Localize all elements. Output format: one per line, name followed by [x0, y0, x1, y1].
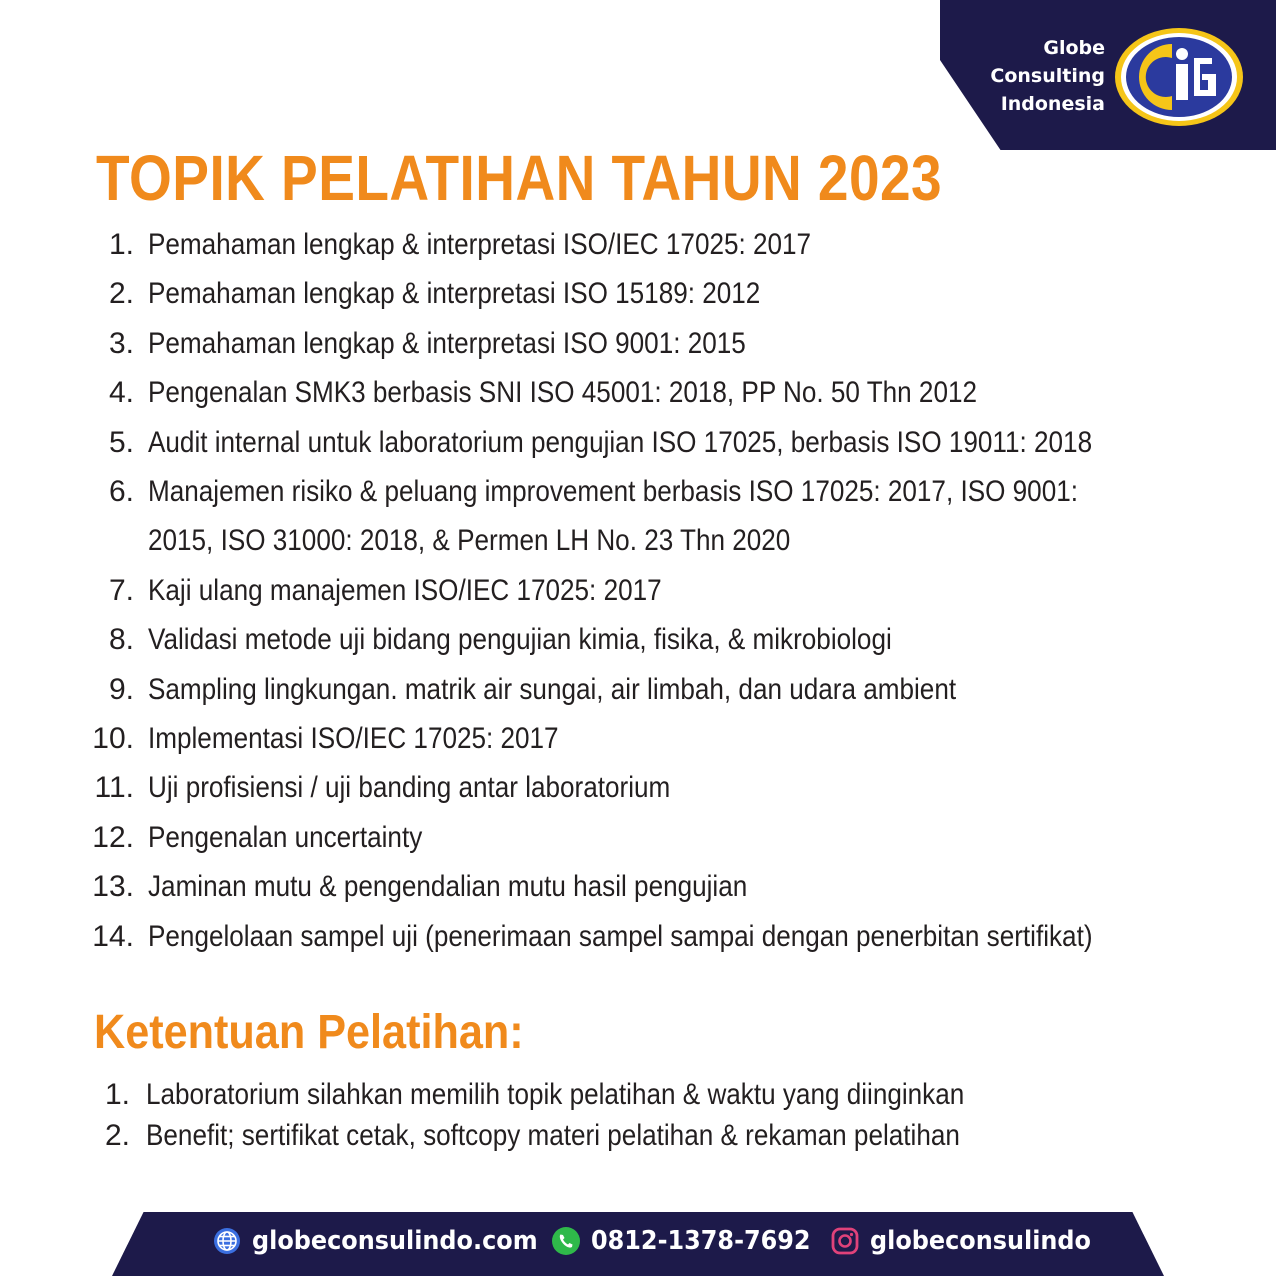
list-item: [90, 1074, 1190, 1115]
item-number: 2.: [104, 1119, 130, 1152]
item-text: Laboratorium silahkan memilih topik pelatihan & waktu yang diinginkan: [146, 1078, 965, 1111]
item-number: 9.: [108, 672, 134, 706]
item-number: 6.: [108, 475, 134, 509]
list-item: [90, 763, 1250, 812]
item-number: 1.: [108, 228, 134, 261]
globe-icon: [212, 1226, 242, 1256]
list-item: [90, 714, 1250, 763]
item-number: 14.: [92, 919, 134, 953]
item-text: Pemahaman lengkap & interpretasi ISO 9001: 2015: [148, 326, 746, 360]
item-number: 3.: [108, 326, 134, 360]
item-number: 2.: [108, 277, 134, 311]
list-item: [90, 467, 1250, 566]
item-number: 5.: [108, 425, 134, 459]
item-text: Benefit; sertifikat cetak, softcopy materi pelatihan & rekaman pelatihan: [146, 1119, 960, 1152]
list-item: [90, 220, 1250, 269]
brand-name: [990, 34, 1105, 118]
item-number: 10.: [92, 722, 134, 756]
list-item: [90, 1115, 1190, 1156]
website-label: globeconsulindo.com: [252, 1226, 538, 1256]
rules-list: [90, 1074, 1190, 1156]
list-item: [90, 566, 1250, 615]
list-item: [90, 665, 1250, 714]
page-title: TOPIK PELATIHAN TAHUN 2023: [96, 142, 943, 214]
item-text: Implementasi ISO/IEC 17025: 2017: [148, 722, 559, 756]
list-item: [90, 615, 1250, 664]
brand-line: Globe: [1043, 37, 1105, 59]
whatsapp-icon: [551, 1226, 581, 1256]
instagram-link[interactable]: [830, 1226, 1110, 1256]
item-text: Audit internal untuk laboratorium pengujian ISO 17025, berbasis ISO 19011: 2018: [148, 425, 1093, 459]
item-number: 11.: [94, 771, 134, 805]
item-text: Pengenalan uncertainty: [148, 820, 423, 854]
item-number: 13.: [92, 870, 134, 904]
section-heading: Ketentuan Pelatihan:: [94, 1006, 524, 1059]
item-text: Uji profisiensi / uji banding antar laboratorium: [148, 771, 671, 805]
item-number: 8.: [108, 623, 134, 657]
website-link[interactable]: [212, 1226, 562, 1256]
item-number: 12.: [92, 820, 134, 854]
item-number: 7.: [108, 573, 134, 607]
list-item: [90, 813, 1250, 862]
company-logo-icon: [1112, 26, 1246, 128]
brand-line: Indonesia: [1000, 93, 1105, 115]
item-text: Pemahaman lengkap & interpretasi ISO/IEC 17025: 2017: [148, 228, 812, 261]
item-text: Pengenalan SMK3 berbasis SNI ISO 45001: 2018, PP No. 50 Thn 2012: [148, 376, 978, 410]
item-text: Pengelolaan sampel uji (penerimaan sampel sampai dengan penerbitan sertifikat): [148, 919, 1093, 953]
topic-list: [90, 220, 1250, 961]
item-text: Validasi metode uji bidang pengujian kimia, fisika, & mikrobiologi: [148, 623, 892, 657]
list-item: [90, 418, 1250, 467]
item-text: Jaminan mutu & pengendalian mutu hasil pengujian: [148, 870, 748, 904]
list-item: [90, 862, 1250, 911]
item-text: Sampling lingkungan. matrik air sungai, air limbah, dan udara ambient: [148, 672, 957, 706]
item-text: Kaji ulang manajemen ISO/IEC 17025: 2017: [148, 573, 662, 607]
list-item: [90, 319, 1250, 368]
list-item: [90, 912, 1250, 961]
brand-line: Consulting: [990, 65, 1105, 87]
list-item: [90, 368, 1250, 417]
phone-label: 0812-1378-7692: [591, 1226, 811, 1256]
phone-link[interactable]: [551, 1226, 830, 1256]
item-number: 1.: [104, 1078, 130, 1111]
instagram-label: globeconsulindo: [870, 1226, 1092, 1256]
item-text: Manajemen risiko & peluang improvement berbasis ISO 17025: 2017, ISO 9001: 2015, ISO 31000: 2018, & Permen LH No. 23 Thn 2020: [148, 475, 1078, 558]
item-number: 4.: [108, 376, 134, 410]
list-item: [90, 269, 1250, 318]
item-text: Pemahaman lengkap & interpretasi ISO 15189: 2012: [148, 277, 761, 311]
instagram-icon: [830, 1226, 860, 1256]
